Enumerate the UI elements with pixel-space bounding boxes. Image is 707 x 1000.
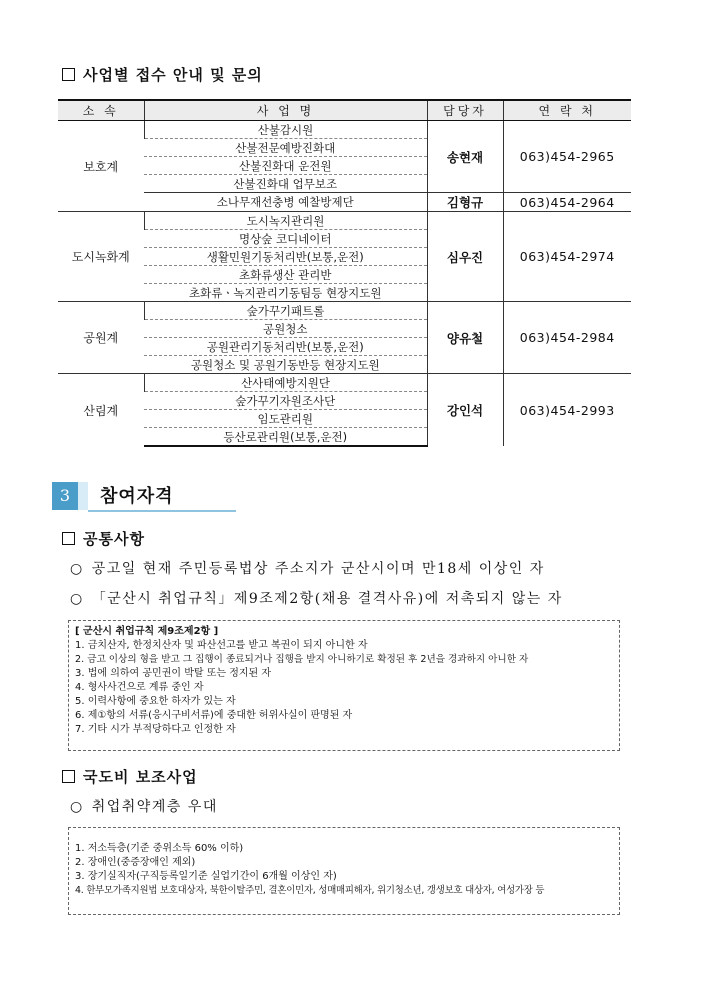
- bullet-text: 공고일 현재 주민등록법상 주소지가 군산시이며 만18세 이상인 자: [91, 561, 545, 577]
- table-row: [58, 193, 631, 212]
- checkbox-square-icon: [62, 532, 75, 545]
- rule-line: 6. 제①항의 서류(응시구비서류)에 중대한 허위사실이 판명된 자: [75, 710, 353, 721]
- priority-line: 1. 저소득층(기준 중위소득 60% 이하): [75, 843, 244, 854]
- staff-cell: 송현재: [427, 121, 503, 193]
- program-cell: 산불진화대 업무보조: [144, 175, 427, 193]
- program-cell: 소나무재선충병 예찰방제단: [144, 193, 427, 212]
- header-staff: 담당자: [427, 100, 503, 121]
- program-cell: 등산로관리원(보통,운전): [144, 428, 427, 447]
- phone-cell: 063)454-2974: [503, 212, 631, 302]
- table-header-row: [58, 100, 631, 121]
- checkbox-square-icon: [62, 68, 75, 81]
- common-bullet-2: [70, 588, 563, 608]
- rule-line: 7. 기타 시가 부적당하다고 인정한 자: [75, 724, 236, 735]
- header-dept: 소 속: [58, 100, 144, 121]
- program-cell: 산불진화대 운전원: [144, 157, 427, 175]
- section-3-header: [52, 480, 252, 512]
- rule-line: 1. 금치산자, 한정치산자 및 파산선고를 받고 복권이 되지 아니한 자: [75, 640, 368, 651]
- priority-line: 2. 장애인(중증장애인 제외): [75, 857, 196, 868]
- section-number-badge: 3: [52, 482, 78, 510]
- bullet-text: 취업취약계층 우대: [91, 799, 218, 815]
- dept-cell: 도시녹화계: [58, 212, 144, 302]
- priority-box: [68, 827, 620, 915]
- program-cell: 임도관리원: [144, 410, 427, 428]
- table-row: [58, 374, 631, 392]
- table-row: [58, 212, 631, 230]
- rule-box: [68, 620, 620, 751]
- dept-cell: 공원계: [58, 302, 144, 374]
- contact-section-title: 사업별 접수 안내 및 문의: [83, 66, 263, 84]
- priority-line: 4. 한부모가족지원법 보호대상자, 북한이탈주민, 결혼이민자, 성매매피해자, 위기청소년, 갱생보호 대상자, 여성가장 등: [75, 885, 545, 896]
- circle-bullet-icon: ○: [70, 591, 84, 607]
- program-cell: 산사태예방지원단: [144, 374, 427, 392]
- circle-bullet-icon: ○: [70, 799, 84, 815]
- national-bullet: [70, 796, 218, 816]
- circle-bullet-icon: ○: [70, 561, 84, 577]
- section-3-title: 참여자격: [100, 486, 174, 507]
- priority-line: 3. 장기실직자(구직등록일기준 실업기간이 6개월 이상인 자): [75, 871, 337, 882]
- common-title: 공통사항: [83, 530, 145, 548]
- staff-cell: 심우진: [427, 212, 503, 302]
- national-heading: [62, 766, 198, 787]
- rule-line: 5. 이력사항에 중요한 하자가 있는 자: [75, 696, 236, 707]
- section-badge-accent: [78, 482, 88, 510]
- program-cell: 명상숲 코디네이터: [144, 230, 427, 248]
- staff-cell: 김형규: [427, 193, 503, 212]
- contact-table: [58, 99, 631, 447]
- section-underline: [88, 510, 236, 512]
- bullet-text: 「군산시 취업규칙」제9조제2항(채용 결격사유)에 저촉되지 않는 자: [91, 591, 563, 607]
- phone-cell: 063)454-2965: [503, 121, 631, 193]
- phone-cell: 063)454-2993: [503, 374, 631, 447]
- table-row: [58, 121, 631, 139]
- program-cell: 숲가꾸기자원조사단: [144, 392, 427, 410]
- common-bullet-1: [70, 558, 545, 578]
- rule-line: 4. 형사사건으로 계류 중인 자: [75, 682, 204, 693]
- rule-line: 2. 금고 이상의 형을 받고 그 집행이 종료되거나 집행을 받지 아니하기로 확정된 후 2년을 경과하지 아니한 자: [75, 654, 529, 665]
- dept-cell: 산림계: [58, 374, 144, 447]
- header-program: 사 업 명: [144, 100, 427, 121]
- program-cell: 공원관리기동처리반(보통,운전): [144, 338, 427, 356]
- header-phone: 연 락 처: [503, 100, 631, 121]
- program-cell: 공원청소 및 공원기동반등 현장지도원: [144, 356, 427, 374]
- phone-cell: 063)454-2964: [503, 193, 631, 212]
- rule-line: 3. 법에 의하여 공민권이 박탈 또는 정지된 자: [75, 668, 272, 679]
- program-cell: 생활민원기동처리반(보통,운전): [144, 248, 427, 266]
- common-heading: [62, 528, 145, 549]
- program-cell: 산불전문예방진화대: [144, 139, 427, 157]
- table-row: [58, 302, 631, 320]
- program-cell: 초화류생산 관리반: [144, 266, 427, 284]
- program-cell: 도시녹지관리원: [144, 212, 427, 230]
- phone-cell: 063)454-2984: [503, 302, 631, 374]
- contact-section-heading: [62, 64, 263, 85]
- checkbox-square-icon: [62, 770, 75, 783]
- program-cell: 공원청소: [144, 320, 427, 338]
- program-cell: 초화류ㆍ녹지관리기동팀등 현장지도원: [144, 284, 427, 302]
- program-cell: 산불감시원: [144, 121, 427, 139]
- national-title: 국도비 보조사업: [83, 768, 198, 786]
- staff-cell: 강인석: [427, 374, 503, 447]
- staff-cell: 양유철: [427, 302, 503, 374]
- program-cell: 숲가꾸기패트롤: [144, 302, 427, 320]
- dept-cell: 보호계: [58, 121, 144, 212]
- rule-box-heading: [ 군산시 취업규칙 제9조제2항 ]: [75, 626, 219, 637]
